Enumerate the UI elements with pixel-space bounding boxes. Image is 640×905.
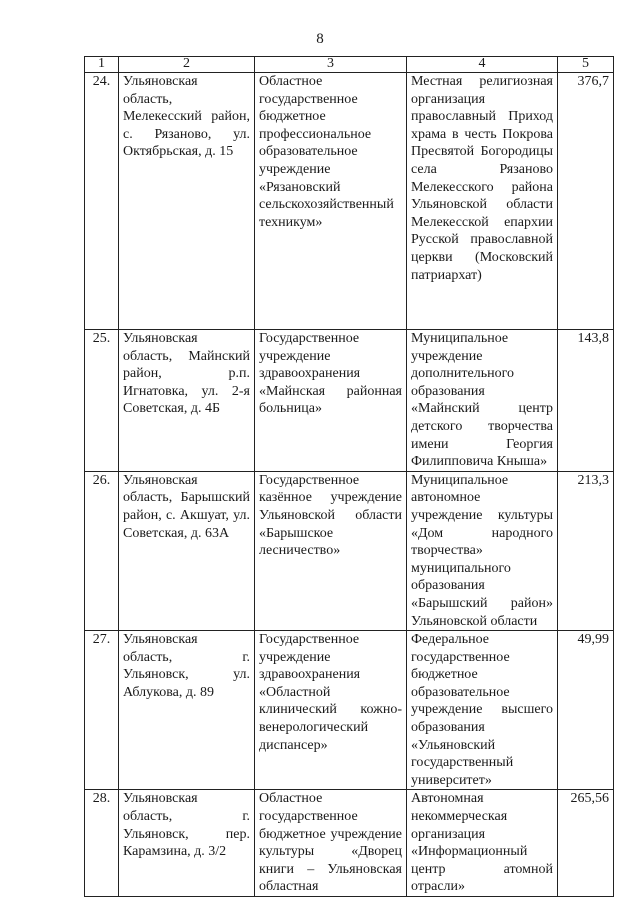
recipient-cell: Федеральное государственное бюджетное образовательное учреждение высшего образования «Ульяновский государственный университет» [407,631,558,790]
column-header: 5 [558,57,614,73]
table-row [85,790,614,897]
address-cell: Ульяновская область, Мелекесский район, с. Рязаново, ул. Октябрьская, д. 15 [119,73,255,330]
area-cell: 143,8 [558,330,614,472]
table-row [85,73,614,330]
area-cell: 213,3 [558,471,614,630]
holder-cell: Областное государственное бюджетное учреждение культуры «Дворец книги – Ульяновская областная [255,790,407,897]
row-number: 26. [85,471,119,630]
holder-cell: Государственное учреждение здравоохранения «Майнская районная больница» [255,330,407,472]
row-number: 25. [85,330,119,472]
column-header: 2 [119,57,255,73]
row-number: 27. [85,631,119,790]
row-number: 24. [85,73,119,330]
address-cell: Ульяновская область, г. Ульяновск, ул. Аблукова, д. 89 [119,631,255,790]
recipient-cell: Автономная некоммерческая организация «Информационный центр атомной отрасли» [407,790,558,897]
address-cell: Ульяновская область, Барышский район, с. Акшуат, ул. Советская, д. 63А [119,471,255,630]
table-row [85,471,614,630]
address-cell: Ульяновская область, Майнский район, р.п. Игнатовка, ул. 2-я Советская, д. 4Б [119,330,255,472]
column-header: 1 [85,57,119,73]
table-header-row [85,57,614,73]
holder-cell: Государственное казённое учреждение Ульяновской области «Барышское лесничество» [255,471,407,630]
holder-cell: Государственное учреждение здравоохранения «Областной клинический кожно-венерологический диспансер» [255,631,407,790]
table-row [85,631,614,790]
address-cell: Ульяновская область, г. Ульяновск, пер. Карамзина, д. 3/2 [119,790,255,897]
recipient-cell: Муниципальное учреждение дополнительного образования «Майнский центр детского творчества имени Георгия Филипповича Кныша» [407,330,558,472]
column-header: 4 [407,57,558,73]
page-number: 8 [316,31,324,47]
area-cell: 376,7 [558,73,614,330]
area-cell: 49,99 [558,631,614,790]
transfer-table [84,56,614,897]
row-number: 28. [85,790,119,897]
area-cell: 265,56 [558,790,614,897]
column-header: 3 [255,57,407,73]
recipient-cell: Местная религиозная организация православный Приход храма в честь Покрова Пресвятой Богородицы села Рязаново Мелекесского района Ульяновской области Мелекесской епархии Русской православной церкви (Московский патриархат) [407,73,558,330]
holder-cell: Областное государственное бюджетное профессиональное образовательное учреждение «Рязановский сельскохозяйственный техникум» [255,73,407,330]
table-row [85,330,614,472]
recipient-cell: Муниципальное автономное учреждение культуры «Дом народного творчества» муниципального образования «Барышский район» Ульяновской области [407,471,558,630]
